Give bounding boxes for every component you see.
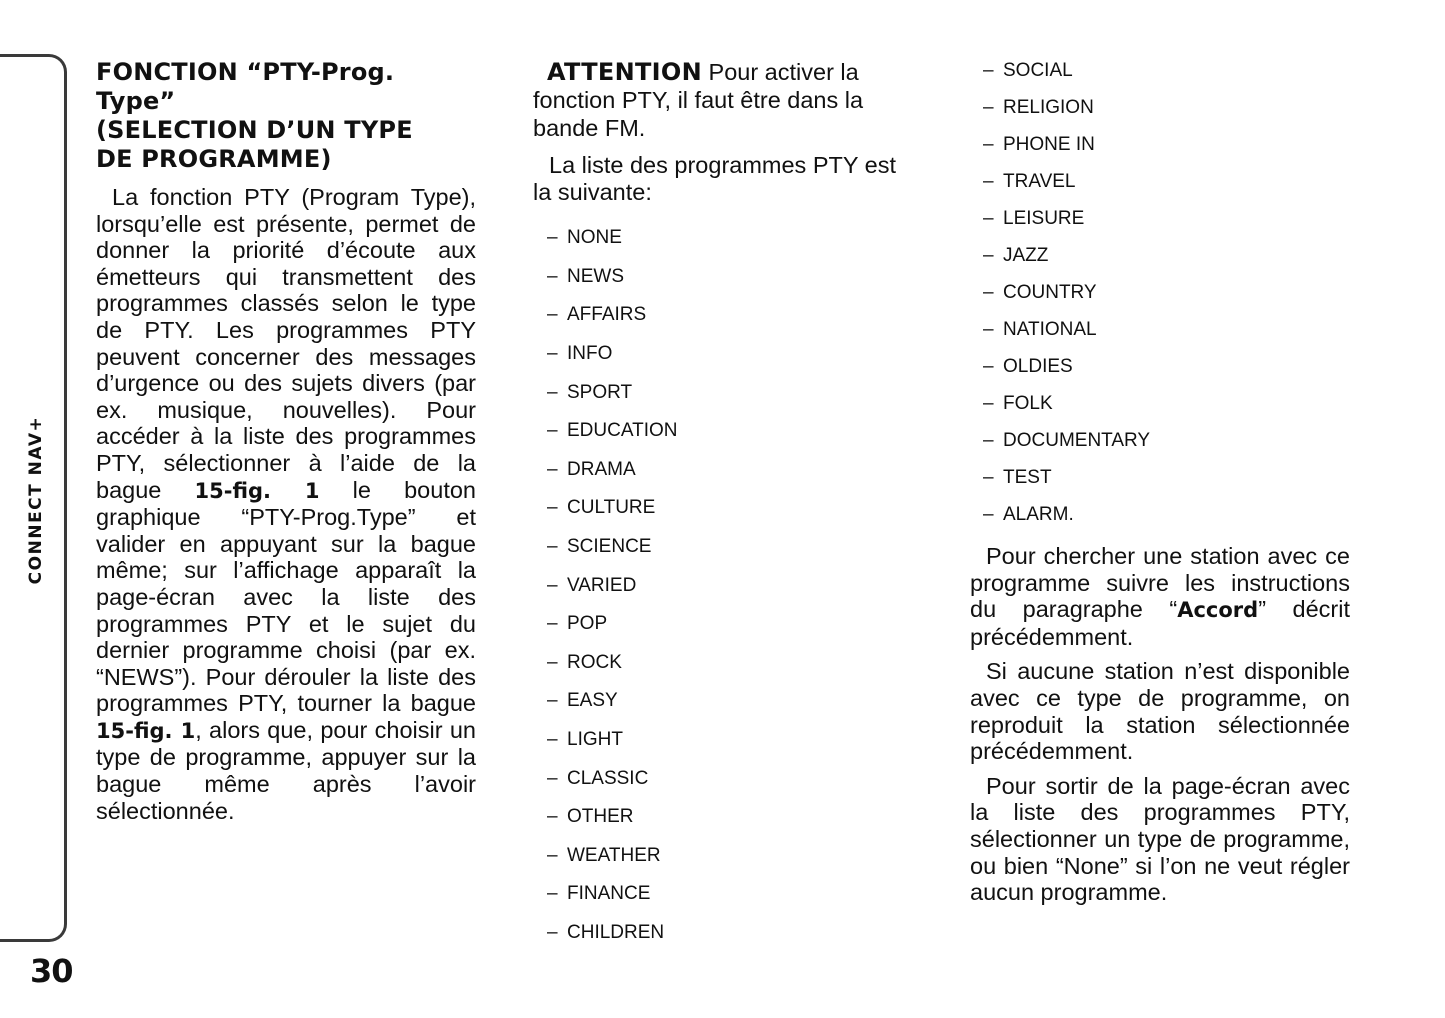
dash-bullet: – [547, 458, 558, 480]
pty-item-label: EDUCATION [567, 420, 678, 442]
pty-list-item [547, 914, 913, 953]
pty-item-label: ROCK [567, 651, 622, 673]
figure-reference: 15-fig. 1 [96, 718, 196, 743]
pty-item-label: DOCUMENTARY [1003, 430, 1151, 451]
pty-description-paragraph [96, 184, 476, 824]
dash-bullet: – [983, 171, 994, 192]
dash-bullet: – [547, 690, 558, 712]
pty-item-label: POP [567, 613, 608, 635]
pty-item-label: INFO [567, 342, 613, 364]
pty-list-item [983, 389, 1350, 426]
pty-list-1 [533, 219, 913, 952]
column-1 [96, 58, 476, 832]
pty-list-item [547, 258, 913, 297]
pty-list-item [547, 335, 913, 374]
no-station-paragraph: Si aucune station n’est disponible avec ce type de programme, on reproduit la station sélectionnée précédemment. [970, 658, 1350, 765]
accord-reference: Accord [1177, 598, 1259, 623]
pty-item-label: SCIENCE [567, 535, 652, 557]
pty-list-item [983, 500, 1350, 537]
pty-item-label: TEST [1003, 467, 1052, 488]
paragraph-text: ” décrit précédemment. [970, 596, 1350, 650]
pty-list-item [547, 489, 913, 528]
title-line: (SELECTION D’UN TYPE [96, 116, 413, 144]
dash-bullet: – [983, 134, 994, 155]
column-2 [533, 58, 913, 952]
dash-bullet: – [983, 208, 994, 229]
dash-bullet: – [983, 467, 994, 488]
search-paragraph [970, 543, 1350, 650]
pty-list-item [983, 426, 1350, 463]
dash-bullet: – [547, 767, 558, 789]
pty-item-label: NONE [567, 227, 622, 249]
pty-list-item [547, 219, 913, 258]
dash-bullet: – [547, 420, 558, 442]
column-3 [970, 56, 1350, 914]
dash-bullet: – [983, 97, 994, 118]
dash-bullet: – [547, 844, 558, 866]
pty-list-item [983, 463, 1350, 500]
pty-list-item [547, 875, 913, 914]
pty-list-2 [970, 56, 1350, 537]
pty-item-label: COUNTRY [1003, 282, 1097, 303]
dash-bullet: – [547, 381, 558, 403]
pty-item-label: LEISURE [1003, 208, 1085, 229]
dash-bullet: – [983, 356, 994, 377]
pty-list-item [547, 296, 913, 335]
pty-item-label: WEATHER [567, 844, 661, 866]
dash-bullet: – [983, 430, 994, 451]
pty-list-item [983, 241, 1350, 278]
pty-item-label: LIGHT [567, 728, 623, 750]
pty-item-label: VARIED [567, 574, 637, 596]
page-number: 30 [30, 952, 73, 990]
pty-list-item [547, 528, 913, 567]
pty-list-item [547, 605, 913, 644]
dash-bullet: – [547, 227, 558, 249]
pty-item-label: NEWS [567, 265, 624, 287]
pty-list-item [547, 412, 913, 451]
pty-item-label: PHONE IN [1003, 134, 1095, 155]
dash-bullet: – [547, 613, 558, 635]
pty-item-label: DRAMA [567, 458, 636, 480]
pty-list-item [547, 644, 913, 683]
dash-bullet: – [547, 921, 558, 943]
pty-list-item [547, 451, 913, 490]
pty-item-label: SPORT [567, 381, 633, 403]
pty-list-item [547, 798, 913, 837]
figure-reference: 15-fig. 1 [194, 478, 320, 503]
pty-list-item [983, 315, 1350, 352]
title-line: DE PROGRAMME) [96, 145, 332, 173]
pty-list-item [983, 93, 1350, 130]
pty-list-item [547, 374, 913, 413]
pty-list-item [547, 682, 913, 721]
attention-keyword: ATTENTION [547, 58, 702, 86]
dash-bullet: – [547, 883, 558, 905]
title-line: FONCTION “PTY-Prog. Type” [96, 58, 395, 115]
pty-item-label: OLDIES [1003, 356, 1073, 377]
pty-item-label: NATIONAL [1003, 319, 1097, 340]
pty-item-label: FINANCE [567, 883, 651, 905]
dash-bullet: – [983, 319, 994, 340]
pty-list-item [983, 204, 1350, 241]
paragraph-text: , alors que, pour choisir un type de programme, appuyer sur la bague même après l’avoir sélectionnée. [96, 716, 477, 824]
dash-bullet: – [547, 728, 558, 750]
paragraph-text: Pour chercher une station avec ce programme suivre les instructions du paragraphe “ [970, 543, 1350, 623]
dash-bullet: – [547, 342, 558, 364]
pty-item-label: TRAVEL [1003, 171, 1076, 192]
section-title [96, 58, 476, 174]
dash-bullet: – [547, 535, 558, 557]
dash-bullet: – [983, 504, 994, 525]
dash-bullet: – [547, 806, 558, 828]
pty-item-label: SOCIAL [1003, 60, 1073, 81]
pty-item-label: FOLK [1003, 393, 1053, 414]
pty-item-label: OTHER [567, 806, 634, 828]
pty-list-item [983, 56, 1350, 93]
pty-list-item [983, 278, 1350, 315]
pty-item-label: ALARM. [1003, 504, 1074, 525]
attention-text: Pour activer la fonction PTY, il faut être dans la bande FM. [533, 59, 864, 141]
paragraph-text: La fonction PTY (Program Type), lorsqu’elle est présente, permet de donner la priorité d’écoute aux émetteurs qui transmettent des programmes classés selon le type de PTY. Les programmes PTY peuvent concerner des messages d’urgence ou des sujets divers (par ex. musique, nouvelles). Pour accéder à la liste des programmes PTY, sélectionner à l’aide de la bague [96, 184, 476, 503]
pty-item-label: EASY [567, 690, 618, 712]
exit-paragraph: Pour sortir de la page-écran avec la liste des programmes PTY, sélectionner un type de programme, ou bien “None” si l’on ne veut régler aucun programme. [970, 772, 1350, 906]
dash-bullet: – [547, 651, 558, 673]
pty-item-label: CULTURE [567, 497, 656, 519]
dash-bullet: – [983, 60, 994, 81]
list-intro: La liste des programmes PTY est la suivante: [533, 152, 896, 205]
attention-note [533, 58, 913, 142]
pty-list-item [983, 352, 1350, 389]
pty-list-item [983, 167, 1350, 204]
pty-list-item [547, 721, 913, 760]
dash-bullet: – [547, 265, 558, 287]
section-label: CONNECT NAV+ [26, 415, 46, 585]
dash-bullet: – [983, 282, 994, 303]
pty-list-item [547, 567, 913, 606]
pty-list-item [547, 837, 913, 876]
pty-list-item [983, 130, 1350, 167]
pty-list-item [547, 760, 913, 799]
dash-bullet: – [547, 574, 558, 596]
pty-item-label: CHILDREN [567, 921, 665, 943]
pty-item-label: JAZZ [1003, 245, 1049, 266]
pty-item-label: RELIGION [1003, 97, 1094, 118]
dash-bullet: – [983, 393, 994, 414]
pty-item-label: CLASSIC [567, 767, 649, 789]
dash-bullet: – [547, 497, 558, 519]
paragraph-text: le bouton graphique “PTY-Prog.Type” et valider en appuyant sur la bague même; sur l’affichage apparaît la page-écran avec la liste des programmes PTY et le sujet du dernier programme choisi (par ex. “NEWS”). Pour dérouler la liste des programmes PTY, tourner la bague [96, 476, 476, 717]
pty-item-label: AFFAIRS [567, 304, 647, 326]
dash-bullet: – [547, 304, 558, 326]
dash-bullet: – [983, 245, 994, 266]
